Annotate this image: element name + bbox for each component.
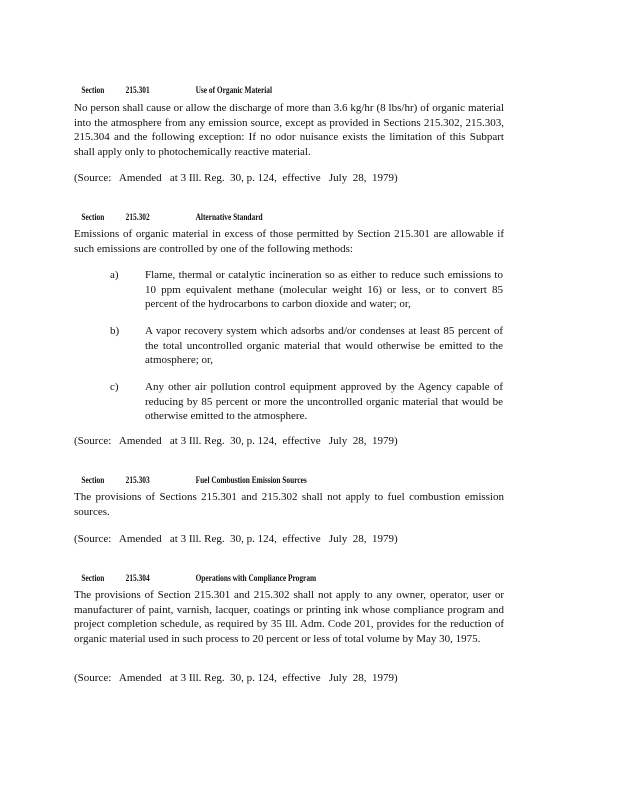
- source-note: (Source: Amended at 3 Ill. Reg. 30, p. 124, effective July 28, 1979): [74, 435, 398, 447]
- source-note: (Source: Amended at 3 Ill. Reg. 30, p. 124, effective July 28, 1979): [74, 533, 398, 545]
- list-item-letter: b): [110, 325, 120, 337]
- list-item-letter: c): [110, 381, 119, 393]
- section-body: The provisions of Section 215.301 and 215.302 shall not apply to any owner, operator, user or manufacturer of paint, varnish, lacquer, coatings or printing ink whose compliance program and project completion schedule, as required by 35 Ill. Adm. Code 201, provides for the reduction of organic material used in such process to 20 percent or less of total volume by May 30, 1975.: [74, 589, 504, 645]
- section-label: Section: [81, 475, 105, 485]
- section-number: 215.301: [125, 85, 150, 95]
- section-label: Section: [81, 212, 105, 222]
- section-body: The provisions of Sections 215.301 and 215.302 shall not apply to fuel combustion emission sources.: [74, 491, 504, 518]
- section-body: No person shall cause or allow the discharge of more than 3.6 kg/hr (8 lbs/hr) of organic material into the atmosphere from any emission source, except as provided in Sections 215.302, 215.303, 215.304 and the following exception: If no odor nuisance exists the limitation of this Subpart shall apply only to photochemically reactive material.: [74, 102, 504, 158]
- list-item-letter: a): [110, 269, 119, 281]
- section-body: Emissions of organic material in excess of those permitted by Section 215.301 are allowable if such emissions are controlled by one of the following methods:: [74, 228, 504, 255]
- section-title: Fuel Combustion Emission Sources: [195, 475, 307, 485]
- section-number: 215.303: [125, 475, 150, 485]
- section-title: Alternative Standard: [195, 212, 263, 222]
- section-number: 215.302: [125, 212, 150, 222]
- list-item: A vapor recovery system which adsorbs and/or condenses at least 85 percent of the total uncontrolled organic material that would otherwise be emitted to the atmosphere; or,: [145, 325, 503, 366]
- section-title: Operations with Compliance Program: [195, 573, 317, 583]
- list-item: Flame, thermal or catalytic incineration so as either to reduce such emissions to 10 ppm equivalent methane (molecular weight 16) or less, or to convert 85 percent of the hydrocarbons to carbon dioxide and water; or,: [145, 269, 503, 310]
- source-note: (Source: Amended at 3 Ill. Reg. 30, p. 124, effective July 28, 1979): [74, 672, 398, 684]
- section-label: Section: [81, 85, 105, 95]
- list-item: Any other air pollution control equipment approved by the Agency capable of reducing by 85 percent or more the uncontrolled organic material that would be otherwise emitted to the atmosphere.: [145, 381, 503, 422]
- source-note: (Source: Amended at 3 Ill. Reg. 30, p. 124, effective July 28, 1979): [74, 172, 398, 184]
- section-label: Section: [81, 573, 105, 583]
- section-number: 215.304: [125, 573, 150, 583]
- section-title: Use of Organic Material: [195, 85, 273, 95]
